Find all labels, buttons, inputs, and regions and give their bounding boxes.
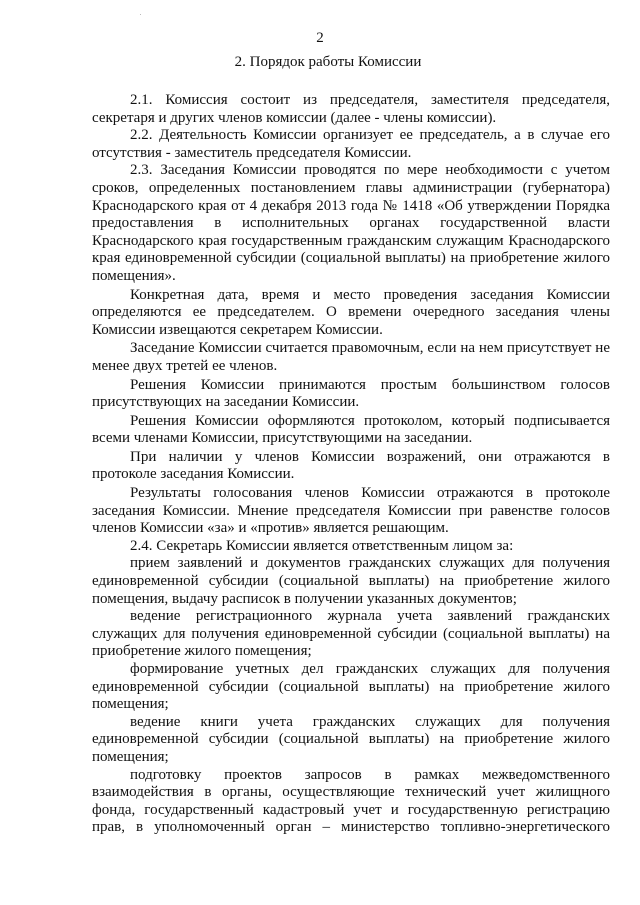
paragraph-duty-requests: подготовку проектов запросов в рамках межведомственного взаимодействия в органы, осуществляющие технический учет жилищного фонда, государственный кадастровый учет и государственную регистрацию прав, в уполномоченный орган – министерство топливно-энергетического — [92, 766, 610, 836]
paragraph-duty-book: ведение книги учета гражданских служащих для получения единовременной субсидии (социальной выплаты) на приобретение жилого помещения; — [92, 713, 610, 765]
scan-speck — [140, 14, 141, 15]
paragraph-quorum: Заседание Комиссии считается правомочным, если на нем присутствует не менее двух третей ее членов. — [92, 340, 610, 374]
paragraph-2-1: 2.1. Комиссия состоит из председателя, заместителя председателя, секретаря и других членов комиссии (далее - члены комиссии). — [92, 92, 610, 126]
paragraph-objections: При наличии у членов Комиссии возражений, они отражаются в протоколе заседания Комиссии. — [92, 448, 610, 483]
paragraph-meeting-date: Конкретная дата, время и место проведения заседания Комиссии определяются ее председателем. О времени очередного заседания члены Комиссии извещаются секретарем Комиссии. — [92, 286, 610, 338]
page-number: 2 — [316, 30, 324, 46]
paragraph-voting-results: Результаты голосования членов Комиссии отражаются в протоколе заседания Комиссии. Мнение председателя Комиссии при равенстве голосов членов Комиссии «за» и «против» является решающим. — [92, 485, 610, 537]
paragraph-2-3: 2.3. Заседания Комиссии проводятся по мере необходимости с учетом сроков, определенных постановлением главы администрации (губернатора) Краснодарского края от 4 декабря 2013 года № 1418 «Об утверждении Порядка предоставления в исполнительных органах государственной власти Краснодарского края государственным гражданским служащим Краснодарского края единовременной субсидии (социальной выплаты) на приобретение жилого помещения». — [92, 162, 610, 284]
paragraph-decisions-protocol: Решения Комиссии оформляются протоколом, который подписывается всеми членами Комиссии, присутствующими на заседании. — [92, 412, 610, 447]
paragraph-decisions-majority: Решения Комиссии принимаются простым большинством голосов присутствующих на заседании Комиссии. — [92, 376, 610, 411]
paragraph-2-4: 2.4. Секретарь Комиссии является ответственным лицом за: — [130, 537, 514, 554]
paragraph-duty-journal: ведение регистрационного журнала учета заявлений гражданских служащих для получения единовременной субсидии (социальной выплаты) на приобретение жилого помещения; — [92, 608, 610, 660]
document-body — [92, 92, 610, 837]
section-title: 2. Порядок работы Комиссии — [234, 54, 422, 70]
paragraph-duty-applications: прием заявлений и документов гражданских служащих для получения единовременной субсидии (социальной выплаты) на приобретение жилого помещения, выдачу расписок в получении указанных документов; — [92, 555, 610, 607]
paragraph-2-2: 2.2. Деятельность Комиссии организует ее председатель, а в случае его отсутствия - заместитель председателя Комиссии. — [92, 127, 610, 161]
paragraph-duty-files: формирование учетных дел гражданских служащих для получения единовременной субсидии (социальной выплаты) на приобретение жилого помещения; — [92, 661, 610, 713]
